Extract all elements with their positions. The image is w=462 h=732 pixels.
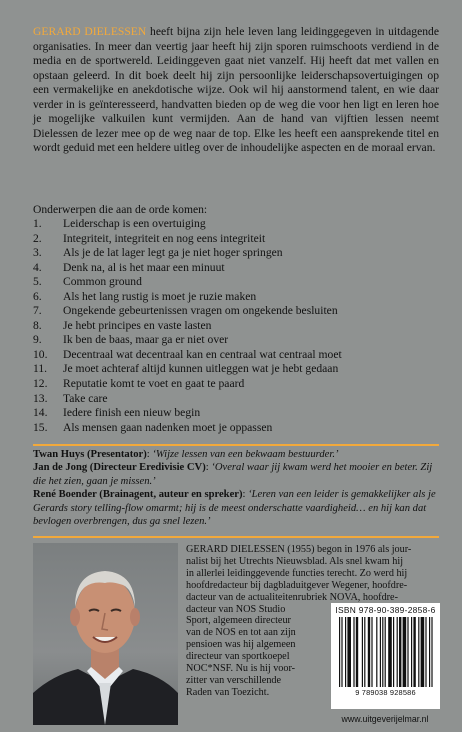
intro-text: heeft bijna zijn hele leven lang leidinggegeven in uitdagende organisaties. In meer dan veertig jaar heeft hij zijn sporen ruimschoots verdiend in de media en de sportwereld. Leidinggeven gaat niet vanzelf. Hij heeft dat met vallen en opstaan geleerd. In dit boek deelt hij zijn persoonlijke leiderschapsovertuigingen op een vermakelijke en anekdotische wijze. Ook wil hij aanstormend talent, en wie daar verder in is geïnteresseerd, handvatten bieden op de weg die voor hen ligt en leren hoe je mogelijke valkuilen kunt vermijden. Aan de hand van vijftien lessen neemt Dielessen de lezer mee op de weg naar de top. Elke les heeft een aansprekende titel en wordt geduid met een heldere uitleg over de inhoudelijke aspecten en de moraal ervan. (33, 25, 439, 155)
topic-number: 15. (33, 420, 48, 434)
topic-number: 13. (33, 391, 48, 405)
bio-line: hoofdredacteur bij dagbladuitgever Wegener, hoofdre- (186, 579, 408, 591)
endorsement-quote: ‘Wijze lessen van een bekwaam bestuurder.’ (152, 449, 339, 460)
divider-bottom (33, 536, 439, 538)
topics-heading: Onderwerpen die aan de orde komen: (33, 203, 208, 216)
endorsement-quote: ‘Leren van een leider is gemakkelijker als je Gerards story telling-flow omarmt; hij is de meest onderschatte vaardigheid… en hij kan dat bevlogen overbrengen, dus ga snel lezen.’ (33, 489, 436, 528)
topic-number: 6. (33, 289, 42, 303)
bio-line: directeur van sportkoepel (186, 651, 290, 663)
topic-text: Iedere finish een nieuw begin (63, 406, 201, 420)
topic-item (33, 333, 439, 348)
topic-item (33, 406, 439, 421)
isbn-barcode (331, 603, 440, 709)
endorsement-separator: : (242, 489, 249, 501)
intro-paragraph (33, 25, 439, 156)
topic-number: 10. (33, 347, 48, 361)
topic-item (33, 348, 439, 363)
topic-number: 2. (33, 231, 42, 245)
bio-line: pensioen was hij algemeen (186, 639, 296, 651)
topic-item (33, 275, 439, 290)
topic-text: Als mensen gaan nadenken moet je oppassen (63, 420, 273, 434)
topic-text: Denk na, al is het maar een minuut (63, 260, 225, 274)
bio-line: NOC*NSF. Nu is hij voor- (186, 663, 296, 675)
topic-text: Als je de lat lager legt ga je niet hoger springen (63, 246, 283, 260)
endorsement (33, 448, 439, 461)
endorsement-author: Jan de Jong (Directeur Eredivisie CV) (33, 462, 206, 474)
endorsement-separator: : (205, 462, 212, 474)
topic-item (33, 319, 439, 334)
author-photo (33, 543, 178, 725)
endorsements (33, 448, 439, 528)
topic-number: 14. (33, 406, 48, 420)
endorsement-quote: ‘Overal waar jij kwam werd het mooier en beter. Zij die het zien, gaan je missen.’ (33, 462, 433, 487)
publisher-website: www.uitgeverijelmar.nl (341, 714, 429, 724)
endorsement-separator: : (146, 449, 153, 460)
topic-item (33, 290, 439, 305)
topic-text: Je moet achteraf altijd kunnen uitleggen wat je hebt gedaan (63, 362, 339, 376)
topic-item (33, 362, 439, 377)
topic-item (33, 304, 439, 319)
topic-number: 8. (33, 318, 42, 332)
topics-list (33, 217, 439, 435)
topic-text: Je hebt principes en vaste lasten (63, 318, 212, 332)
barcode-digits: 9 789038 928586 (355, 688, 416, 697)
topic-number: 9. (33, 333, 42, 347)
topic-text: Ik ben de baas, maar ga er niet over (63, 333, 229, 347)
topic-text: Leiderschap is een overtuiging (63, 217, 206, 230)
divider-top (33, 444, 439, 446)
topic-number: 11. (33, 362, 48, 376)
topic-item (33, 421, 439, 436)
topic-item (33, 392, 439, 407)
topic-item (33, 261, 439, 276)
bio-line: nalist bij het Utrechts Nieuwsblad. Als snel kwam hij (186, 555, 404, 567)
bio-line: zitter van verschillende (186, 674, 282, 686)
topic-text: Take care (63, 391, 108, 405)
topic-text: Integriteit, integriteit en nog eens integriteit (63, 231, 266, 245)
topic-text: Reputatie komt te voet en gaat te paard (63, 377, 245, 391)
endorsement (33, 461, 439, 488)
bio-line: dacteur van NOS Studio (186, 603, 286, 615)
topic-number: 1. (33, 217, 42, 230)
bio-line: van de NOS en tot aan zijn (186, 627, 296, 639)
bio-line: in allerlei leidinggevende functies terecht. Zo werd hij (186, 567, 408, 579)
topic-item (33, 232, 439, 247)
endorsement-author: René Boender (Brainagent, auteur en spreker) (33, 489, 243, 501)
topic-number: 4. (33, 260, 42, 274)
topic-text: Decentraal wat decentraal kan en centraal wat centraal moet (63, 347, 342, 361)
isbn-label: ISBN 978-90-389-2858-6 (335, 605, 436, 615)
topic-text: Als het lang rustig is moet je ruzie maken (63, 289, 257, 303)
bio-line: GERARD DIELESSEN (1955) begon in 1976 als jour- (186, 544, 412, 555)
bio-line: dacteur van de actualiteitenrubriek NOVA, hoofdre- (186, 591, 398, 603)
topic-item (33, 246, 439, 261)
bio-line: Raden van Toezicht. (186, 686, 270, 698)
topic-text: Ongekende gebeurtenissen vragen om ongekende besluiten (63, 304, 338, 318)
topic-number: 3. (33, 246, 42, 260)
topic-number: 12. (33, 377, 48, 391)
endorsement (33, 488, 439, 528)
topic-text: Common ground (63, 275, 142, 289)
topic-item (33, 217, 439, 232)
bio-line: Sport, algemeen directeur (186, 615, 291, 627)
topic-number: 7. (33, 304, 42, 318)
topic-number: 5. (33, 275, 42, 289)
endorsement-author: Twan Huys (Presentator) (33, 449, 147, 460)
topic-item (33, 377, 439, 392)
author-name: GERARD DIELESSEN (33, 25, 147, 38)
